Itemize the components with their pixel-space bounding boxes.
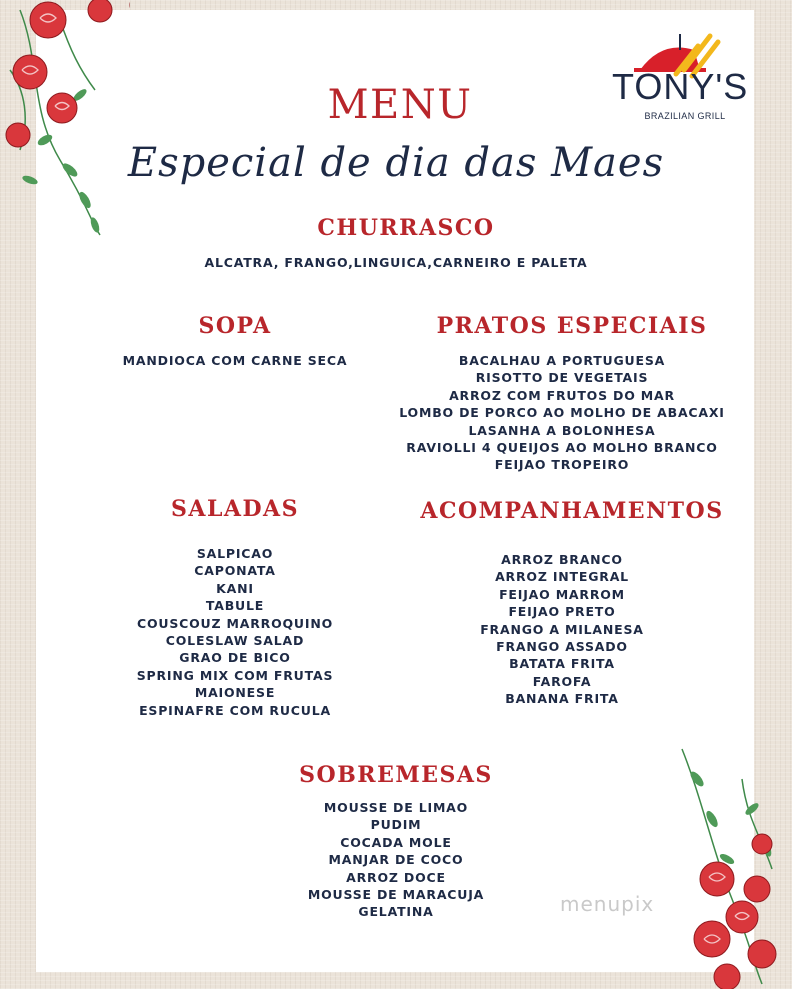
menu-item: FRANGO A MILANESA (480, 621, 644, 637)
menu-item: MAIONESE (194, 685, 276, 701)
menu-item: MANDIOCA COM CARNE SECA (122, 353, 348, 368)
menu-item: LOMBO DE PORCO AO MOLHO DE ABACAXI (399, 405, 725, 421)
churrasco-heading: CHURRASCO (317, 215, 495, 241)
menu-item: FEIJAO PRETO (508, 604, 616, 620)
logo-tagline: BRAZILIAN GRILL (644, 111, 726, 121)
menu-item: PUDIM (370, 817, 422, 833)
menu-item: TABULE (205, 598, 265, 614)
menu-item: COLESLAW SALAD (165, 633, 305, 649)
menu-item: ARROZ INTEGRAL (495, 569, 629, 585)
sopa-heading: SOPA (198, 313, 272, 339)
page-title: MENU (327, 82, 473, 128)
menu-item: FEIJAO MARROM (499, 586, 625, 602)
acompanhamentos-list (402, 551, 722, 708)
churrasco-text: ALCATRA, FRANGO,LINGUICA,CARNEIRO E PALETA (204, 255, 588, 270)
menu-item: SALPICAO (196, 546, 274, 561)
menu-item: KANI (216, 580, 254, 596)
rose-garland-top-left-icon (0, 0, 130, 240)
page-subtitle: Especial de dia das Maes (127, 140, 665, 186)
sopa-list (80, 352, 390, 369)
pratos-list (392, 352, 732, 474)
menu-item: GELATINA (358, 904, 434, 920)
logo-name: TONY'S (612, 66, 749, 107)
watermark-text: menupix (560, 892, 655, 916)
sobremesas-list (266, 799, 526, 921)
menu-item: FAROFA (532, 673, 592, 689)
menu-item: BACALHAU A PORTUGUESA (458, 353, 666, 368)
menu-item: FRANGO ASSADO (496, 639, 628, 655)
acompanhamentos-heading: ACOMPANHAMENTOS (420, 498, 724, 524)
menu-item: MANJAR DE COCO (328, 852, 464, 868)
menu-item: ESPINAFRE COM RUCULA (139, 702, 331, 718)
menu-item: ARROZ DOCE (346, 869, 446, 885)
menu-item: COUSCOUZ MARROQUINO (136, 615, 334, 631)
sobremesas-heading: SOBREMESAS (299, 762, 493, 788)
menu-item: FEIJAO TROPEIRO (494, 457, 630, 473)
menu-item: MOUSSE DE LIMAO (323, 800, 469, 815)
menu-item: BATATA FRITA (509, 656, 615, 672)
menu-item: ARROZ BRANCO (501, 552, 623, 567)
menu-item: MOUSSE DE MARACUJA (307, 887, 485, 903)
menu-item: COCADA MOLE (340, 834, 452, 850)
rose-garland-bottom-right-icon (652, 739, 792, 989)
menu-item: RISOTTO DE VEGETAIS (475, 370, 649, 386)
pratos-heading: PRATOS ESPECIAIS (436, 313, 708, 339)
menu-item: BANANA FRITA (505, 691, 619, 707)
menu-item: GRAO DE BICO (179, 650, 291, 666)
saladas-heading: SALADAS (170, 496, 300, 522)
menu-item: RAVIOLLI 4 QUEIJOS AO MOLHO BRANCO (406, 440, 718, 456)
saladas-list (80, 545, 390, 719)
menu-item: SPRING MIX COM FRUTAS (136, 667, 334, 683)
menu-item: LASANHA A BOLONHESA (468, 422, 656, 438)
menu-item: CAPONATA (194, 563, 276, 579)
menu-item: ARROZ COM FRUTOS DO MAR (449, 387, 675, 403)
